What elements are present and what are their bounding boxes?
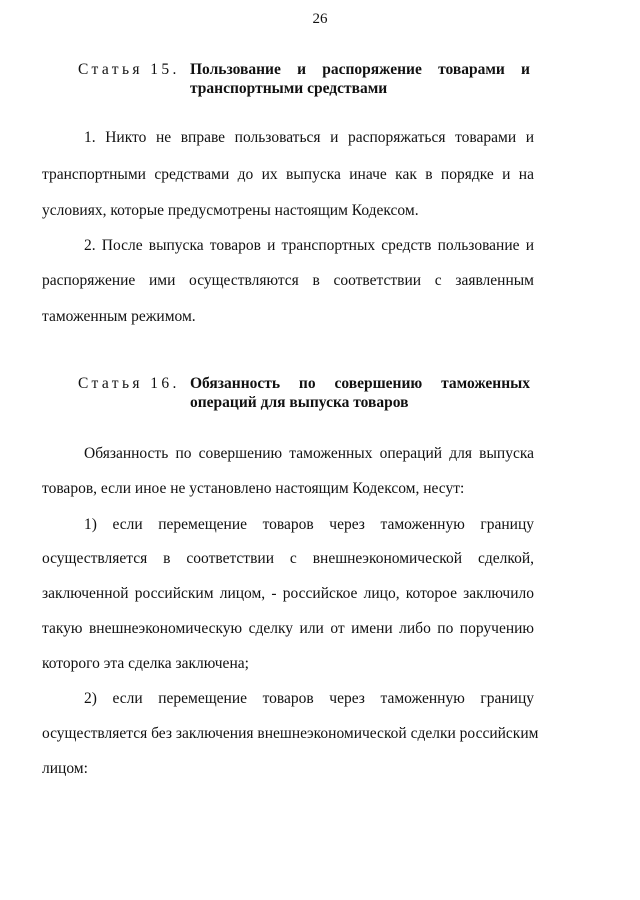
article-15-line-3: условиях, которые предусмотрены настоящим Кодексом.: [42, 202, 419, 219]
article-16-line-9: осуществляется без заключения внешнеэкономической сделки российским: [42, 725, 539, 742]
article-16-heading: [78, 374, 530, 412]
article-16-title-line-1: Обязанность по совершению таможенных: [190, 375, 530, 392]
article-15-title-line-1: Пользование и распоряжение товарами и: [190, 61, 530, 78]
article-16-line-2: товаров, если иное не установлено настоящим Кодексом, несут:: [42, 480, 465, 497]
article-16-line-10: лицом:: [42, 760, 88, 777]
article-16-line-7: которого эта сделка заключена;: [42, 655, 249, 672]
article-16-title: [190, 374, 530, 412]
article-16-line-4: осуществляется в соответствии с внешнеэкономической сделкой,: [42, 550, 534, 567]
article-15-title-line-2: транспортными средствами: [190, 80, 388, 97]
article-15-line-6: таможенным режимом.: [42, 308, 196, 325]
article-15-label: Статья 15.: [78, 61, 180, 78]
page-number: 26: [312, 11, 328, 27]
article-16-line-8: 2) если перемещение товаров через таможенную границу: [84, 690, 534, 707]
article-15-line-2: транспортными средствами до их выпуска иначе как в порядке и на: [42, 166, 534, 183]
article-15-line-5: распоряжение ими осуществляются в соответствии с заявленным: [42, 272, 534, 289]
article-15-line-1: 1. Никто не вправе пользоваться и распоряжаться товарами и: [84, 129, 534, 146]
article-16-line-3: 1) если перемещение товаров через таможенную границу: [84, 516, 534, 533]
article-16-line-5: заключенной российским лицом, - российское лицо, которое заключило: [42, 585, 534, 602]
article-15-title: [190, 60, 530, 98]
article-16-title-line-2: операций для выпуска товаров: [190, 394, 409, 411]
article-16-line-6: такую внешнеэкономическую сделку или от имени либо по поручению: [42, 620, 534, 637]
article-15-heading: [78, 60, 530, 98]
article-15-line-4: 2. После выпуска товаров и транспортных средств пользование и: [84, 237, 534, 254]
article-16-label: Статья 16.: [78, 375, 180, 392]
article-16-line-1: Обязанность по совершению таможенных операций для выпуска: [84, 445, 534, 462]
